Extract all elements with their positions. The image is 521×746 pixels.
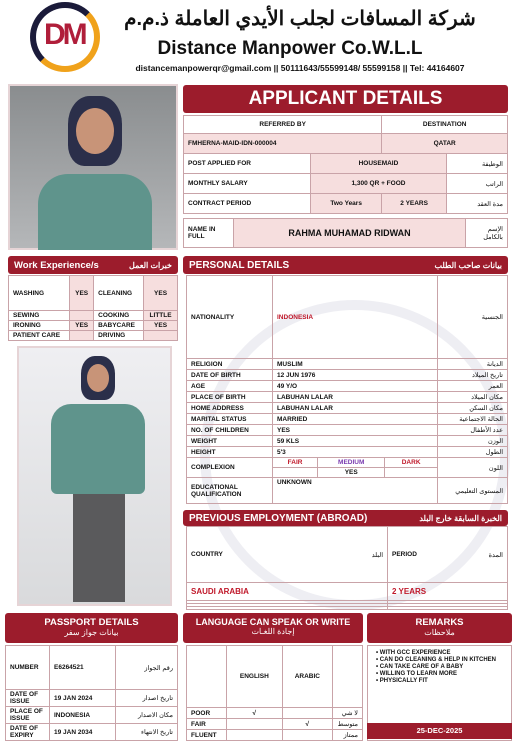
complexion-mark: YES bbox=[318, 468, 385, 478]
passport-ar: مكان الاصدار bbox=[116, 707, 178, 724]
destination-value: QATAR bbox=[382, 134, 508, 154]
language-english-mark: √ bbox=[227, 708, 283, 719]
personal-row bbox=[187, 447, 508, 458]
post-value: HOUSEMAID bbox=[311, 154, 447, 174]
work-skill: BABYCARE bbox=[94, 321, 144, 331]
work-skill-value: YES bbox=[144, 276, 178, 311]
personal-ar: تاريخ الميلاد bbox=[438, 370, 508, 381]
personal-label: PLACE OF BIRTH bbox=[187, 392, 273, 403]
language-title: LANGUAGE CAN SPEAK OR WRITE bbox=[195, 617, 351, 627]
contract-ar: مدة العقد bbox=[446, 194, 507, 214]
personal-row bbox=[187, 392, 508, 403]
language-row bbox=[187, 719, 363, 730]
passport-value: 19 JAN 2034 bbox=[50, 724, 116, 741]
work-experience-header bbox=[8, 256, 178, 274]
referred-by-label: REFERRED BY bbox=[184, 116, 382, 134]
language-row bbox=[187, 708, 363, 719]
language-level: POOR bbox=[187, 708, 227, 719]
passport-row bbox=[6, 690, 178, 707]
personal-row bbox=[187, 381, 508, 392]
work-skill: SEWING bbox=[9, 311, 70, 321]
personal-value: YES bbox=[273, 425, 438, 436]
passport-label: DATE OF EXPIRY bbox=[6, 724, 50, 741]
passport-row bbox=[6, 646, 178, 690]
passport-header bbox=[5, 613, 178, 643]
previous-employment-title: PREVIOUS EMPLOYMENT (ABROAD) bbox=[189, 512, 368, 524]
language-arabic-mark: √ bbox=[282, 719, 332, 730]
personal-details-title: PERSONAL DETAILS bbox=[189, 259, 290, 271]
remark-text: WITH GCC EXPERIENCE bbox=[379, 650, 451, 656]
personal-label: MARITAL STATUS bbox=[187, 414, 273, 425]
salary-label: MONTHLY SALARY bbox=[184, 174, 311, 194]
name-row bbox=[183, 218, 508, 248]
work-skill: WASHING bbox=[9, 276, 70, 311]
language-header bbox=[183, 613, 363, 643]
personal-details-ar: بيانات صاحب الطلب bbox=[434, 260, 502, 270]
personal-row bbox=[187, 370, 508, 381]
company-contact: distancemanpowerqr@gmail.com || 50111643/55599148/ 55599158 || Tel: 44164607 bbox=[135, 63, 465, 73]
language-level-ar: لا شي bbox=[333, 708, 363, 719]
remark-item bbox=[376, 671, 507, 677]
personal-row bbox=[187, 276, 508, 359]
name-label: NAME IN FULL bbox=[184, 219, 234, 248]
personal-value: 5'3 bbox=[273, 447, 438, 458]
personal-details-table bbox=[186, 275, 508, 504]
complexion-dark: DARK bbox=[385, 458, 438, 468]
work-skill: IRONING bbox=[9, 321, 70, 331]
remarks-header bbox=[367, 613, 512, 643]
period-ar: المدة bbox=[438, 527, 508, 583]
personal-ar: الوزن bbox=[438, 436, 508, 447]
period-label: PERIOD bbox=[388, 527, 438, 583]
passport-title: PASSPORT DETAILS bbox=[44, 617, 139, 628]
complexion-ar: اللون bbox=[438, 458, 508, 478]
passport-row bbox=[6, 707, 178, 724]
personal-label: WEIGHT bbox=[187, 436, 273, 447]
language-level-ar: متوسط bbox=[333, 719, 363, 730]
remark-text: WILLING TO LEARN MORE bbox=[379, 671, 457, 677]
language-table bbox=[186, 645, 363, 741]
personal-label: DATE OF BIRTH bbox=[187, 370, 273, 381]
remarks-title: REMARKS bbox=[415, 617, 464, 628]
work-skill-value bbox=[144, 331, 178, 341]
remark-item bbox=[376, 664, 507, 670]
personal-ar: عدد الأطفال bbox=[438, 425, 508, 436]
passport-table bbox=[5, 645, 178, 741]
work-row bbox=[9, 321, 178, 331]
work-skill-value bbox=[70, 331, 94, 341]
company-logo bbox=[30, 2, 110, 72]
passport-ar: تاريخ الانتهاء bbox=[116, 724, 178, 741]
company-name-arabic: شركة المسافات لجلب الأيدي العاملة ذ.م.م bbox=[124, 8, 476, 30]
complexion-medium: MEDIUM bbox=[318, 458, 385, 468]
personal-label: NATIONALITY bbox=[187, 276, 273, 359]
personal-label: HOME ADDRESS bbox=[187, 403, 273, 414]
personal-value: INDONESIA bbox=[273, 276, 438, 359]
work-skill: CLEANING bbox=[94, 276, 144, 311]
personal-value: MARRIED bbox=[273, 414, 438, 425]
personal-value: MUSLIM bbox=[273, 359, 438, 370]
remark-item bbox=[376, 657, 507, 663]
previous-employment-header bbox=[183, 510, 508, 526]
name-ar: الإسم بالكامل bbox=[466, 219, 508, 248]
work-skill: DRIVING bbox=[94, 331, 144, 341]
work-experience-table bbox=[8, 275, 178, 341]
language-head-row bbox=[187, 646, 363, 708]
work-row bbox=[9, 276, 178, 311]
company-name-english: Distance Manpower Co.W.L.L bbox=[157, 38, 423, 59]
personal-ar: مكان السكن bbox=[438, 403, 508, 414]
complexion-fair: FAIR bbox=[273, 458, 318, 468]
work-skill-value: YES bbox=[144, 321, 178, 331]
personal-ar: الجنسية bbox=[438, 276, 508, 359]
passport-ar: بيانات جواز سفر bbox=[64, 628, 119, 637]
salary-value: 1,300 QR + FOOD bbox=[311, 174, 447, 194]
contract-label: CONTRACT PERIOD bbox=[184, 194, 311, 214]
remark-item bbox=[376, 678, 507, 684]
remark-item bbox=[376, 650, 507, 656]
previous-employment-table bbox=[186, 526, 508, 610]
education-row bbox=[187, 478, 508, 504]
education-value: UNKNOWN bbox=[273, 478, 438, 504]
personal-value: LABUHAN LALAR bbox=[273, 392, 438, 403]
work-skill: COOKING bbox=[94, 311, 144, 321]
passport-label: DATE OF ISSUE bbox=[6, 690, 50, 707]
referral-code: FMHERNA-MAID-IDN-000004 bbox=[184, 134, 382, 154]
language-ar: إجادة اللغـات bbox=[251, 627, 295, 636]
passport-value: INDONESIA bbox=[50, 707, 116, 724]
work-experience-ar: خبرات العمل bbox=[129, 260, 172, 270]
work-experience-title: Work Experience/s bbox=[14, 259, 99, 271]
country-ar: البلد bbox=[287, 527, 388, 583]
remark-text: CAN TAKE CARE OF A BABY bbox=[379, 664, 464, 670]
personal-row bbox=[187, 425, 508, 436]
work-skill-value: YES bbox=[70, 276, 94, 311]
name-value: RAHMA MUHAMAD RIDWAN bbox=[234, 219, 466, 248]
personal-ar: الديانة bbox=[438, 359, 508, 370]
passport-value: 19 JAN 2024 bbox=[50, 690, 116, 707]
personal-label: RELIGION bbox=[187, 359, 273, 370]
complexion-label: COMPLEXION bbox=[187, 458, 273, 478]
referral-table bbox=[183, 115, 508, 214]
passport-ar: رقم الجواز bbox=[116, 646, 178, 690]
personal-row bbox=[187, 403, 508, 414]
bullet-icon: • bbox=[376, 671, 380, 677]
language-english-mark bbox=[227, 730, 283, 741]
contract-value-2: 2 YEARS bbox=[382, 194, 447, 214]
post-ar: الوظيفة bbox=[446, 154, 507, 174]
applicant-photo-portrait bbox=[8, 84, 178, 250]
passport-label: NUMBER bbox=[6, 646, 50, 690]
personal-value: 49 Y/O bbox=[273, 381, 438, 392]
complexion-row bbox=[187, 458, 508, 468]
remarks-list bbox=[368, 646, 511, 684]
personal-ar: الحالة الاجتماعية bbox=[438, 414, 508, 425]
country-label: COUNTRY bbox=[187, 527, 287, 583]
personal-ar: العمر bbox=[438, 381, 508, 392]
personal-row bbox=[187, 359, 508, 370]
passport-label: PLACE OF ISSUE bbox=[6, 707, 50, 724]
work-skill-value: YES bbox=[70, 321, 94, 331]
bullet-icon: • bbox=[376, 650, 380, 656]
remarks-ar: ملاحظات bbox=[424, 628, 455, 637]
previous-employment-ar: الخبرة السابقة خارج البلد bbox=[419, 513, 502, 523]
work-row bbox=[9, 331, 178, 341]
language-level-ar: ممتاز bbox=[333, 730, 363, 741]
prev-country: SAUDI ARABIA bbox=[187, 583, 388, 601]
language-level: FLUENT bbox=[187, 730, 227, 741]
personal-row bbox=[187, 436, 508, 447]
language-english: ENGLISH bbox=[227, 646, 283, 708]
personal-label: HEIGHT bbox=[187, 447, 273, 458]
personal-ar: مكان الميلاد bbox=[438, 392, 508, 403]
personal-row bbox=[187, 414, 508, 425]
work-row bbox=[9, 311, 178, 321]
salary-ar: الراتب bbox=[446, 174, 507, 194]
passport-value: E6264521 bbox=[50, 646, 116, 690]
bullet-icon: • bbox=[376, 678, 380, 684]
personal-value: 59 KLS bbox=[273, 436, 438, 447]
prev-period: 2 YEARS bbox=[388, 583, 508, 601]
remarks-date: 25-DEC-2025 bbox=[367, 723, 512, 739]
bullet-icon: • bbox=[376, 657, 380, 663]
language-level: FAIR bbox=[187, 719, 227, 730]
language-arabic: ARABIC bbox=[282, 646, 332, 708]
work-skill-value bbox=[70, 311, 94, 321]
education-label: EDUCATIONAL QUALIFICATION bbox=[187, 478, 273, 504]
contract-value: Two Years bbox=[311, 194, 382, 214]
personal-value: LABUHAN LALAR bbox=[273, 403, 438, 414]
personal-label: AGE bbox=[187, 381, 273, 392]
personal-value: 12 JUN 1976 bbox=[273, 370, 438, 381]
work-skill-value: LITTLE bbox=[144, 311, 178, 321]
destination-label: DESTINATION bbox=[382, 116, 508, 134]
passport-row bbox=[6, 724, 178, 741]
language-row bbox=[187, 730, 363, 741]
applicant-photo-full bbox=[17, 346, 172, 606]
passport-ar: تاريخ اصدار bbox=[116, 690, 178, 707]
remark-text: PHYSICALLY FIT bbox=[379, 678, 428, 684]
language-english-mark bbox=[227, 719, 283, 730]
post-label: POST APPLIED FOR bbox=[184, 154, 311, 174]
work-skill: PATIENT CARE bbox=[9, 331, 70, 341]
logo-text: DM bbox=[44, 18, 85, 51]
bullet-icon: • bbox=[376, 664, 380, 670]
personal-label: NO. OF CHILDREN bbox=[187, 425, 273, 436]
language-arabic-mark bbox=[282, 708, 332, 719]
personal-ar: الطول bbox=[438, 447, 508, 458]
personal-details-header bbox=[183, 256, 508, 274]
applicant-details-banner: APPLICANT DETAILS bbox=[183, 85, 508, 113]
education-ar: المستوى التعليمي bbox=[438, 478, 508, 504]
remark-text: CAN DO CLEANING & HELP IN KITCHEN bbox=[379, 657, 497, 663]
language-arabic-mark bbox=[282, 730, 332, 741]
